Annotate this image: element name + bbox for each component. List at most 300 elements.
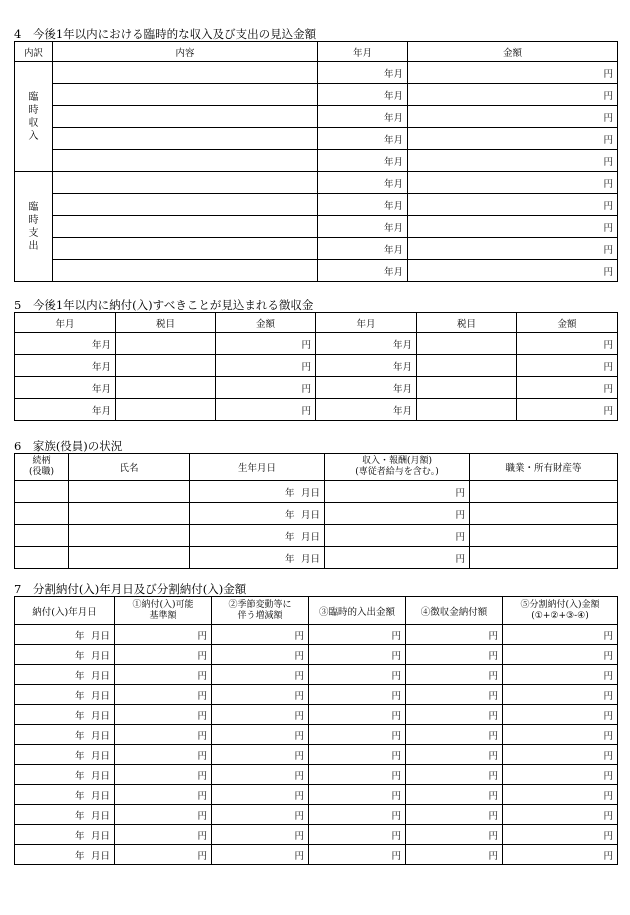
amount-cell[interactable] [309, 725, 406, 745]
yen-label: 円 [301, 339, 311, 351]
amount-cell[interactable] [115, 645, 212, 665]
installment-table [14, 596, 618, 865]
year-month-cell[interactable] [318, 106, 408, 128]
yen-label: 円 [294, 650, 304, 662]
amount-cell[interactable] [309, 845, 406, 865]
table-row [15, 355, 618, 377]
amount-cell[interactable] [212, 745, 309, 765]
year-label: 年 [74, 710, 85, 722]
amount-cell[interactable] [325, 525, 470, 547]
header-levy-payment: ④徴収金納付額 [406, 597, 503, 625]
date-cell[interactable] [15, 745, 115, 765]
relation-cell[interactable] [15, 503, 69, 525]
amount-cell[interactable] [212, 645, 309, 665]
amount-cell[interactable] [406, 665, 503, 685]
month-label: 月 [90, 670, 101, 682]
yen-label: 円 [391, 710, 401, 722]
amount-cell[interactable] [309, 825, 406, 845]
content-cell[interactable] [53, 238, 318, 260]
amount-cell[interactable] [406, 725, 503, 745]
month-label: 月 [393, 90, 403, 102]
yen-label: 円 [391, 630, 401, 642]
expected-levy-table [14, 312, 618, 421]
year-label: 年 [74, 810, 85, 822]
year-label: 年 [74, 790, 85, 802]
amount-cell[interactable] [212, 625, 309, 645]
day-label: 日 [100, 810, 110, 822]
year-month-cell[interactable] [15, 333, 116, 355]
amount-cell[interactable] [503, 705, 618, 725]
amount-cell[interactable] [517, 355, 618, 377]
amount-cell[interactable] [503, 845, 618, 865]
yen-label: 円 [488, 830, 498, 842]
year-label: 年 [383, 112, 394, 124]
amount-cell[interactable] [408, 106, 618, 128]
header-occupation: 職業・所有財産等 [470, 454, 618, 481]
day-label: 日 [310, 531, 320, 543]
yen-label: 円 [391, 650, 401, 662]
header-breakdown: 内訳 [15, 42, 53, 62]
amount-cell[interactable] [408, 238, 618, 260]
section-6 [14, 439, 617, 569]
date-cell[interactable] [15, 705, 115, 725]
month-label: 月 [90, 810, 101, 822]
yen-label: 円 [197, 750, 207, 762]
content-cell[interactable] [53, 216, 318, 238]
table-row [15, 785, 618, 805]
yen-label: 円 [294, 770, 304, 782]
table-row [15, 194, 618, 216]
month-label: 月 [393, 156, 403, 168]
amount-cell[interactable] [309, 705, 406, 725]
year-month-cell[interactable] [316, 399, 417, 421]
year-month-cell[interactable] [318, 128, 408, 150]
yen-label: 円 [488, 750, 498, 762]
yen-label: 円 [197, 810, 207, 822]
year-month-cell[interactable] [316, 377, 417, 399]
yen-label: 円 [301, 405, 311, 417]
date-cell[interactable] [190, 525, 325, 547]
year-label: 年 [383, 244, 394, 256]
date-cell[interactable] [15, 625, 115, 645]
tax-item-cell[interactable] [116, 355, 216, 377]
day-label: 日 [310, 553, 320, 565]
amount-cell[interactable] [406, 785, 503, 805]
year-label: 年 [392, 339, 403, 351]
table-row [15, 525, 618, 547]
amount-cell[interactable] [309, 765, 406, 785]
date-cell[interactable] [15, 805, 115, 825]
amount-cell[interactable] [503, 625, 618, 645]
yen-label: 円 [197, 670, 207, 682]
year-label: 年 [74, 650, 85, 662]
year-label: 年 [74, 750, 85, 762]
yen-label: 円 [603, 750, 613, 762]
amount-cell[interactable] [517, 377, 618, 399]
yen-label: 円 [603, 339, 613, 351]
year-label: 年 [74, 730, 85, 742]
day-label: 日 [100, 690, 110, 702]
date-cell[interactable] [15, 765, 115, 785]
yen-label: 円 [197, 730, 207, 742]
section-7-title: 7 分割納付(入)年月日及び分割納付(入)金額 [14, 582, 247, 596]
date-cell[interactable] [15, 825, 115, 845]
day-label: 日 [100, 830, 110, 842]
table-row [15, 725, 618, 745]
section-5-title: 5 今後1年以内に納付(入)すべきことが見込まれる徴収金 [14, 298, 314, 312]
content-cell[interactable] [53, 260, 318, 282]
yen-label: 円 [294, 730, 304, 742]
amount-cell[interactable] [115, 625, 212, 645]
yen-label: 円 [391, 850, 401, 862]
yen-label: 円 [197, 690, 207, 702]
day-label: 日 [310, 487, 320, 499]
year-label: 年 [284, 553, 295, 565]
amount-cell[interactable] [406, 745, 503, 765]
name-cell[interactable] [69, 547, 190, 569]
table-row [15, 685, 618, 705]
amount-cell[interactable] [212, 705, 309, 725]
year-label: 年 [284, 509, 295, 521]
name-cell[interactable] [69, 503, 190, 525]
amount-cell[interactable] [503, 785, 618, 805]
yen-label: 円 [294, 710, 304, 722]
yen-label: 円 [294, 850, 304, 862]
yen-label: 円 [603, 650, 613, 662]
month-label: 月 [393, 222, 403, 234]
amount-cell[interactable] [408, 150, 618, 172]
section-4-title: 4 今後1年以内における臨時的な収入及び支出の見込金額 [14, 27, 317, 41]
date-cell[interactable] [190, 503, 325, 525]
month-label: 月 [393, 178, 403, 190]
month-label: 月 [101, 383, 111, 395]
table-row [15, 503, 618, 525]
year-month-cell[interactable] [318, 238, 408, 260]
tax-item-cell[interactable] [417, 355, 517, 377]
month-label: 月 [90, 790, 101, 802]
month-label: 月 [402, 339, 412, 351]
occupation-cell[interactable] [470, 525, 618, 547]
date-cell[interactable] [15, 725, 115, 745]
year-month-cell[interactable] [318, 172, 408, 194]
yen-label: 円 [603, 630, 613, 642]
amount-cell[interactable] [503, 685, 618, 705]
yen-label: 円 [603, 200, 613, 212]
amount-cell[interactable] [406, 805, 503, 825]
year-label: 年 [91, 405, 102, 417]
yen-label: 円 [603, 830, 613, 842]
yen-label: 円 [603, 790, 613, 802]
table-row [15, 481, 618, 503]
table-row [15, 216, 618, 238]
yen-label: 円 [603, 770, 613, 782]
yen-label: 円 [391, 770, 401, 782]
yen-label: 円 [603, 383, 613, 395]
day-label: 日 [100, 630, 110, 642]
amount-cell[interactable] [309, 625, 406, 645]
section-6-title: 6 家族(役員)の状況 [14, 439, 123, 453]
tax-item-cell[interactable] [116, 333, 216, 355]
month-label: 月 [90, 830, 101, 842]
amount-cell[interactable] [309, 685, 406, 705]
yen-label: 円 [197, 830, 207, 842]
table-row [15, 333, 618, 355]
year-label: 年 [74, 630, 85, 642]
name-cell[interactable] [69, 481, 190, 503]
tax-item-cell[interactable] [417, 377, 517, 399]
month-label: 月 [393, 200, 403, 212]
year-month-cell[interactable] [316, 355, 417, 377]
header-installment-amount: ⑤分割納付(入)金額 (①+②+③-④) [503, 597, 618, 625]
amount-cell[interactable] [212, 685, 309, 705]
amount-cell[interactable] [325, 547, 470, 569]
month-label: 月 [90, 750, 101, 762]
month-label: 月 [101, 361, 111, 373]
year-label: 年 [91, 361, 102, 373]
temporary-income-expense-table [14, 41, 618, 282]
amount-cell[interactable] [408, 128, 618, 150]
amount-cell[interactable] [115, 825, 212, 845]
yen-label: 円 [603, 405, 613, 417]
amount-cell[interactable] [406, 645, 503, 665]
occupation-cell[interactable] [470, 481, 618, 503]
amount-cell[interactable] [503, 825, 618, 845]
date-cell[interactable] [15, 645, 115, 665]
occupation-cell[interactable] [470, 547, 618, 569]
amount-cell[interactable] [115, 685, 212, 705]
month-label: 月 [393, 134, 403, 146]
amount-cell[interactable] [408, 62, 618, 84]
tax-item-cell[interactable] [116, 377, 216, 399]
amount-cell[interactable] [115, 805, 212, 825]
table-row [15, 845, 618, 865]
amount-cell[interactable] [406, 765, 503, 785]
yen-label: 円 [301, 361, 311, 373]
yen-label: 円 [455, 509, 465, 521]
amount-cell[interactable] [408, 194, 618, 216]
header-tax-item-right: 税目 [417, 313, 517, 333]
amount-cell[interactable] [406, 625, 503, 645]
header-amount-right: 金額 [517, 313, 618, 333]
year-label: 年 [383, 156, 394, 168]
amount-cell[interactable] [212, 725, 309, 745]
amount-cell[interactable] [406, 685, 503, 705]
year-month-cell[interactable] [318, 216, 408, 238]
content-cell[interactable] [53, 172, 318, 194]
amount-cell[interactable] [406, 825, 503, 845]
day-label: 日 [100, 650, 110, 662]
date-cell[interactable] [15, 845, 115, 865]
header-year-month: 年月 [318, 42, 408, 62]
amount-cell[interactable] [517, 399, 618, 421]
amount-cell[interactable] [216, 377, 316, 399]
yen-label: 円 [488, 730, 498, 742]
table-row [15, 128, 618, 150]
month-label: 月 [300, 531, 311, 543]
yen-label: 円 [455, 531, 465, 543]
month-label: 月 [90, 850, 101, 862]
content-cell[interactable] [53, 62, 318, 84]
yen-label: 円 [488, 770, 498, 782]
year-label: 年 [383, 178, 394, 190]
header-payment-date: 納付(入)年月日 [15, 597, 115, 625]
tax-item-cell[interactable] [417, 399, 517, 421]
yen-label: 円 [488, 630, 498, 642]
month-label: 月 [90, 710, 101, 722]
year-month-cell[interactable] [318, 62, 408, 84]
tax-item-cell[interactable] [116, 399, 216, 421]
month-label: 月 [101, 339, 111, 351]
yen-label: 円 [391, 810, 401, 822]
tax-item-cell[interactable] [417, 333, 517, 355]
relation-cell[interactable] [15, 481, 69, 503]
amount-cell[interactable] [503, 645, 618, 665]
amount-cell[interactable] [503, 745, 618, 765]
amount-cell[interactable] [325, 481, 470, 503]
table-row [15, 665, 618, 685]
month-label: 月 [300, 487, 311, 499]
content-cell[interactable] [53, 194, 318, 216]
yen-label: 円 [488, 810, 498, 822]
header-year-month-right: 年月 [316, 313, 417, 333]
yen-label: 円 [488, 710, 498, 722]
yen-label: 円 [391, 830, 401, 842]
amount-cell[interactable] [408, 172, 618, 194]
yen-label: 円 [603, 244, 613, 256]
yen-label: 円 [294, 670, 304, 682]
amount-cell[interactable] [406, 705, 503, 725]
amount-cell[interactable] [309, 805, 406, 825]
year-month-cell[interactable] [318, 150, 408, 172]
content-cell[interactable] [53, 128, 318, 150]
year-month-cell[interactable] [15, 399, 116, 421]
table-row [15, 825, 618, 845]
yen-label: 円 [391, 690, 401, 702]
yen-label: 円 [294, 830, 304, 842]
yen-label: 円 [197, 850, 207, 862]
amount-cell[interactable] [503, 765, 618, 785]
header-relation: 続柄 (役職) [15, 454, 69, 481]
amount-cell[interactable] [325, 503, 470, 525]
day-label: 日 [310, 509, 320, 521]
amount-cell[interactable] [115, 745, 212, 765]
table-row [15, 377, 618, 399]
relation-cell[interactable] [15, 525, 69, 547]
year-month-cell[interactable] [318, 84, 408, 106]
amount-cell[interactable] [212, 825, 309, 845]
yen-label: 円 [603, 730, 613, 742]
date-cell[interactable] [190, 547, 325, 569]
amount-cell[interactable] [115, 785, 212, 805]
month-label: 月 [90, 690, 101, 702]
month-label: 月 [402, 405, 412, 417]
amount-cell[interactable] [115, 665, 212, 685]
yen-label: 円 [488, 690, 498, 702]
table-row [15, 172, 618, 194]
amount-cell[interactable] [408, 84, 618, 106]
table-row [15, 238, 618, 260]
year-label: 年 [383, 90, 394, 102]
section-7 [14, 582, 617, 865]
yen-label: 円 [603, 710, 613, 722]
amount-cell[interactable] [115, 725, 212, 745]
amount-cell[interactable] [212, 805, 309, 825]
yen-label: 円 [488, 850, 498, 862]
year-label: 年 [383, 266, 394, 278]
amount-cell[interactable] [212, 765, 309, 785]
day-label: 日 [100, 850, 110, 862]
month-label: 月 [393, 266, 403, 278]
yen-label: 円 [294, 750, 304, 762]
amount-cell[interactable] [309, 745, 406, 765]
amount-cell[interactable] [115, 845, 212, 865]
day-label: 日 [100, 710, 110, 722]
amount-cell[interactable] [216, 399, 316, 421]
date-cell[interactable] [15, 785, 115, 805]
year-month-cell[interactable] [15, 355, 116, 377]
date-cell[interactable] [15, 665, 115, 685]
amount-cell[interactable] [212, 665, 309, 685]
date-cell[interactable] [15, 685, 115, 705]
amount-cell[interactable] [503, 725, 618, 745]
yen-label: 円 [197, 630, 207, 642]
section-5 [14, 298, 617, 421]
date-cell[interactable] [190, 481, 325, 503]
content-cell[interactable] [53, 150, 318, 172]
amount-cell[interactable] [115, 765, 212, 785]
amount-cell[interactable] [212, 785, 309, 805]
amount-cell[interactable] [216, 355, 316, 377]
header-content: 内容 [53, 42, 318, 62]
amount-cell[interactable] [309, 785, 406, 805]
amount-cell[interactable] [216, 333, 316, 355]
relation-cell[interactable] [15, 547, 69, 569]
amount-cell[interactable] [503, 805, 618, 825]
amount-cell[interactable] [406, 845, 503, 865]
amount-cell[interactable] [212, 845, 309, 865]
year-month-cell[interactable] [15, 377, 116, 399]
name-cell[interactable] [69, 525, 190, 547]
amount-cell[interactable] [517, 333, 618, 355]
table-row [15, 62, 618, 84]
year-month-cell[interactable] [318, 194, 408, 216]
occupation-cell[interactable] [470, 503, 618, 525]
header-tax-item-left: 税目 [116, 313, 216, 333]
table-row [15, 765, 618, 785]
content-cell[interactable] [53, 84, 318, 106]
amount-cell[interactable] [309, 645, 406, 665]
header-name: 氏名 [69, 454, 190, 481]
year-label: 年 [74, 670, 85, 682]
yen-label: 円 [488, 670, 498, 682]
amount-cell[interactable] [115, 705, 212, 725]
yen-label: 円 [603, 850, 613, 862]
year-month-cell[interactable] [318, 260, 408, 282]
group-label-temporary-income: 臨 時 収 入 [15, 62, 53, 172]
yen-label: 円 [391, 730, 401, 742]
amount-cell[interactable] [503, 665, 618, 685]
month-label: 月 [90, 770, 101, 782]
amount-cell[interactable] [408, 216, 618, 238]
amount-cell[interactable] [408, 260, 618, 282]
yen-label: 円 [391, 790, 401, 802]
content-cell[interactable] [53, 106, 318, 128]
header-amount: 金額 [408, 42, 618, 62]
header-temporary-amount: ③臨時的入出金額 [309, 597, 406, 625]
amount-cell[interactable] [309, 665, 406, 685]
year-month-cell[interactable] [316, 333, 417, 355]
day-label: 日 [100, 790, 110, 802]
